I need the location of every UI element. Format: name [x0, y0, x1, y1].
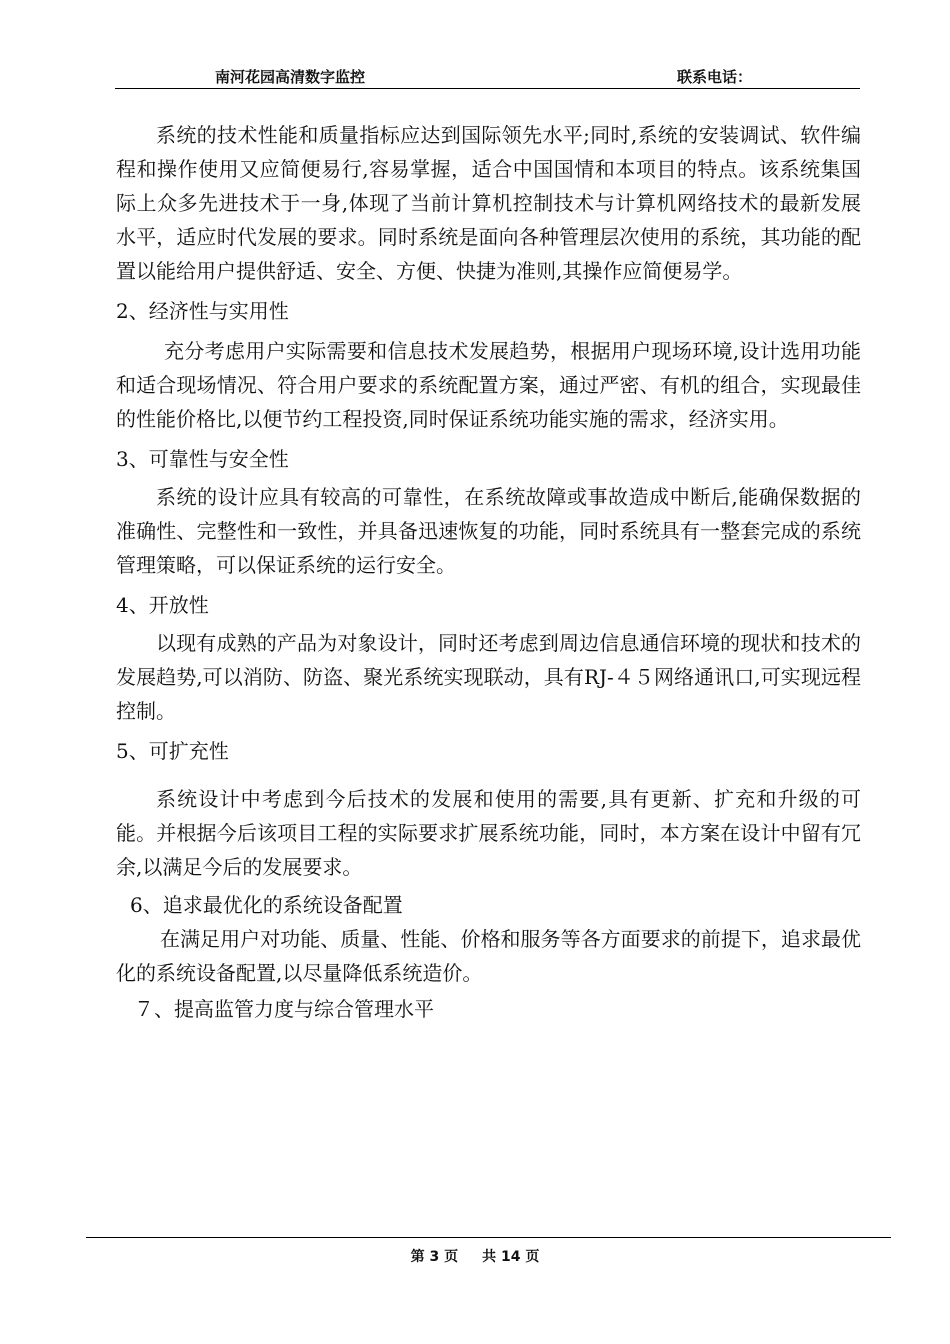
header-title: 南河花园高清数字监控 — [215, 68, 366, 86]
page-number: 第 3 页 — [410, 1249, 459, 1265]
header-contact: 联系电话： — [677, 68, 753, 86]
heading-scalability: 5、可扩充性 — [116, 739, 229, 763]
heading-optimization: 6、追求最优化的系统设备配置 — [130, 893, 403, 917]
page-header — [115, 66, 860, 88]
page-total: 共 14 页 — [482, 1249, 540, 1265]
paragraph-performance: 系统的技术性能和质量指标应达到国际领先水平;同时,系统的安装调试、软件编程和操作使用又应简便易行,容易掌握，适合中国国情和本项目的特点。该系统集国际上众多先进技术于一身,体现了当前计算机控制技术与计算机网络技术的最新发展水平，适应时代发展的要求。同时系统是面向各种管理层次使用的系统，其功能的配置以能给用户提供舒适、安全、方便、快捷为准则,其操作应简便易学。 — [116, 123, 861, 283]
paragraph-scalability: 系统设计中考虑到今后技术的发展和使用的需要,具有更新、扩充和升级的可能。并根据今后该项目工程的实际要求扩展系统功能，同时，本方案在设计中留有冗余,以满足今后的发展要求。 — [116, 787, 861, 879]
document-body — [116, 118, 861, 1026]
heading-reliability: 3、可靠性与安全性 — [116, 447, 289, 471]
heading-economy: 2、经济性与实用性 — [116, 299, 289, 323]
header-rule — [115, 88, 860, 89]
page-footer — [0, 1246, 950, 1266]
paragraph-reliability: 系统的设计应具有较高的可靠性，在系统故障或事故造成中断后,能确保数据的准确性、完整性和一致性，并具备迅速恢复的功能，同时系统具有一整套完成的系统管理策略，可以保证系统的运行安全。 — [116, 485, 861, 577]
paragraph-economy: 充分考虑用户实际需要和信息技术发展趋势，根据用户现场环境,设计选用功能和适合现场情况、符合用户要求的系统配置方案，通过严密、有机的组合，实现最佳的性能价格比,以便节约工程投资,同时保证系统功能实施的需求，经济实用。 — [116, 339, 861, 431]
heading-supervision: ７、提高监管力度与综合管理水平 — [134, 997, 434, 1021]
paragraph-optimization: 在满足用户对功能、质量、性能、价格和服务等各方面要求的前提下，追求最优化的系统设备配置,以尽量降低系统造价。 — [116, 927, 861, 985]
heading-openness: 4、开放性 — [116, 593, 209, 617]
paragraph-openness: 以现有成熟的产品为对象设计，同时还考虑到周边信息通信环境的现状和技术的发展趋势,可以消防、防盗、聚光系统实现联动，具有RJ-４５网络通讯口,可实现远程控制。 — [116, 631, 861, 723]
footer-rule — [86, 1237, 891, 1238]
